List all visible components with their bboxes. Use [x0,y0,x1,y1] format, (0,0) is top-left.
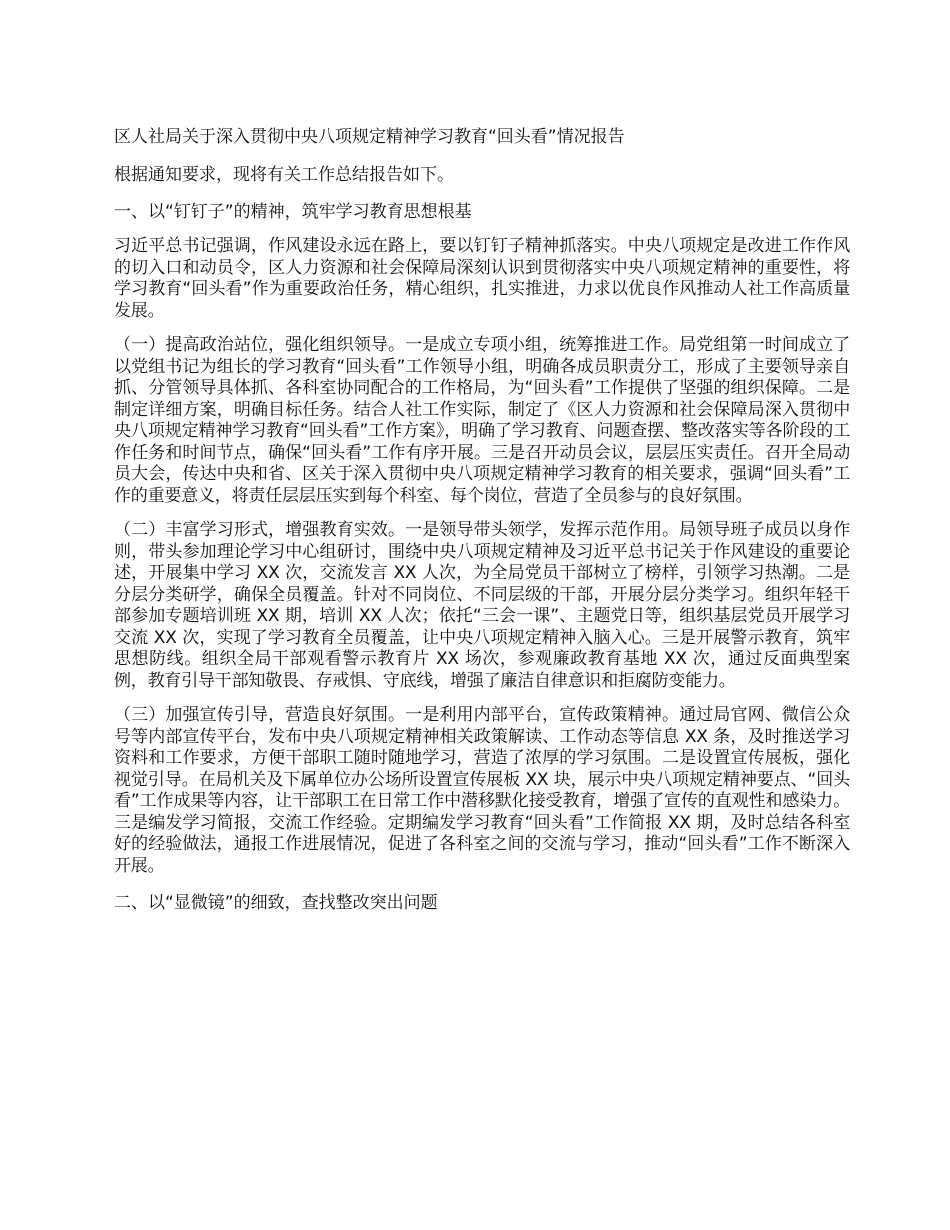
section-2-heading: 二、以“显微镜”的细致，查找整改突出问题 [114,893,438,913]
section-1-heading: 一、以“钉钉子”的精神，筑牢学习教育思想根基 [114,202,472,222]
paragraph-2: （一）提高政治站位，强化组织领导。一是成立专项小组，统筹推进工作。局党组第一时间成立了以党组书记为组长的学习教育“回头看”工作领导小组，明确各成员职责分工，形成了主要领导亲自抓、分管领导具体抓、各科室协同配合的工作格局，为“回头看”工作提供了坚强的组织保障。二是制定详细方案，明确目标任务。结合人社工作实际，制定了《区人力资源和社会保障局深入贯彻中央八项规定精神学习教育“回头看”工作方案》，明确了学习教育、问题查摆、整改落实等各阶段的工作任务和时间节点，确保“回头看”工作有序开展。三是召开动员会议，层层压实责任。召开全局动员大会，传达中央和省、区关于深入贯彻中央八项规定精神学习教育的相关要求，强调“回头看”工作的重要意义，将责任层层压实到每个科室、每个岗位，营造了全员参与的良好氛围。 [114,335,850,506]
paragraph-1: 习近平总书记强调，作风建设永远在路上，要以钉钉子精神抓落实。中央八项规定是改进工作作风的切入口和动员令，区人力资源和社会保障局深刻认识到贯彻落实中央八项规定精神的重要性，将学习教育“回头看”作为重要政治任务，精心组织，扎实推进，力求以优良作风推动人社工作高质量发展。 [114,236,850,321]
paragraph-3: （二）丰富学习形式，增强教育实效。一是领导带头领学，发挥示范作用。局领导班子成员以身作则，带头参加理论学习中心组研讨，围绕中央八项规定精神及习近平总书记关于作风建设的重要论述，开展集中学习 XX 次，交流发言 XX 人次，为全局党员干部树立了榜样，引领学习热潮。二是分层分类研学，确保全员覆盖。针对不同岗位、不同层级的干部，开展分层分类学习。组织年轻干部参加专题培训班 XX 期，培训 XX 人次；依托“三会一课”、主题党日等，组织基层党员开展学习交流 XX 次，实现了学习教育全员覆盖，让中央八项规定精神入脑入心。三是开展警示教育，筑牢思想防线。组织全局干部观看警示教育片 XX 场次，参观廉政教育基地 XX 次，通过反面典型案例，教育引导干部知敬畏、存戒惧、守底线，增强了廉洁自律意识和拒腐防变能力。 [114,520,850,691]
intro-paragraph: 根据通知要求，现将有关工作总结报告如下。 [114,165,454,185]
document-page [114,124,850,927]
paragraph-4: （三）加强宣传引导，营造良好氛围。一是利用内部平台，宣传政策精神。通过局官网、微信公众号等内部宣传平台，发布中央八项规定精神相关政策解读、工作动态等信息 XX 条，及时推送学习资料和工作要求，方便干部职工随时随地学习，营造了浓厚的学习氛围。二是设置宣传展板，强化视觉引导。在局机关及下属单位办公场所设置宣传展板 XX 块，展示中央八项规定精神要点、“回头看”工作成果等内容，让干部职工在日常工作中潜移默化接受教育，增强了宣传的直观性和感染力。三是编发学习简报，交流工作经验。定期编发学习教育“回头看”工作简报 XX 期，及时总结各科室好的经验做法，通报工作进展情况，促进了各科室之间的交流与学习，推动“回头看”工作不断深入开展。 [114,705,850,876]
document-title: 区人社局关于深入贯彻中央八项规定精神学习教育“回头看”情况报告 [114,127,625,147]
